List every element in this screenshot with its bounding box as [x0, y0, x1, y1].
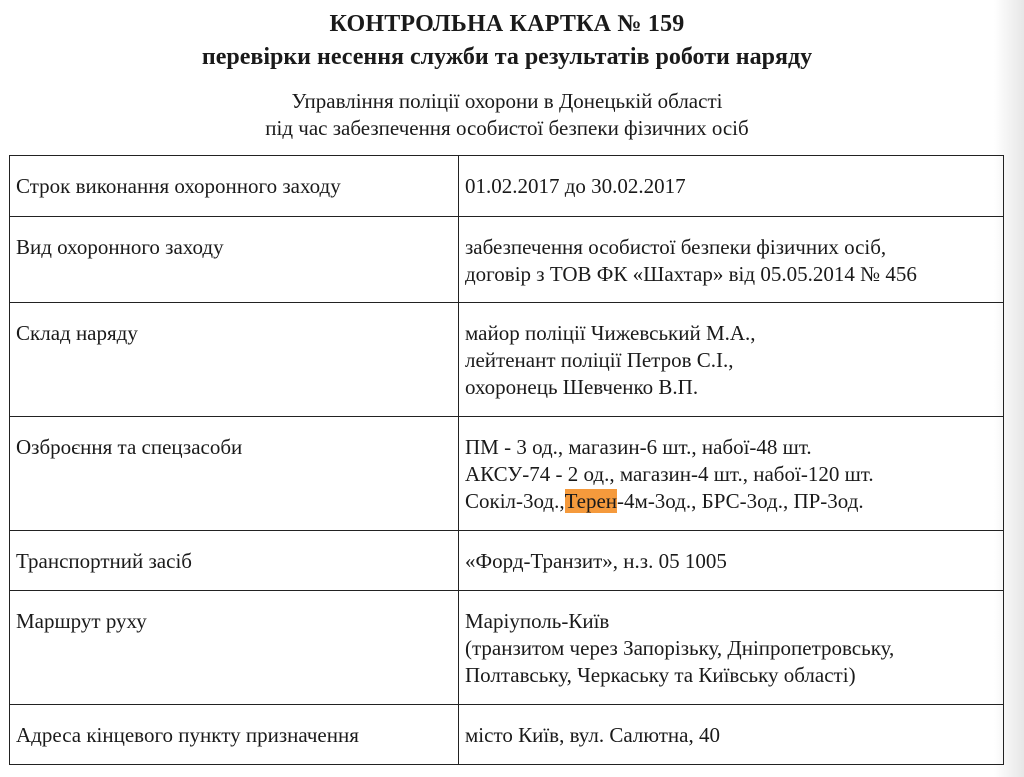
table-row: [10, 303, 1004, 417]
table-row: [10, 217, 1004, 303]
row-label-route: Маршрут руху: [10, 591, 459, 705]
search-highlight: Терен: [564, 489, 618, 513]
value-line: «Форд-Транзит», н.з. 05 1005: [465, 549, 727, 573]
value-line: майор поліції Чижевський М.А.,: [465, 321, 756, 345]
row-value-squad: [459, 303, 1004, 417]
value-text-after: -4м-3од., БРС-3од., ПР-3од.: [617, 489, 864, 513]
value-line: договір з ТОВ ФК «Шахтар» від 05.05.2014 № 456: [465, 262, 917, 286]
row-label-type: Вид охоронного заходу: [10, 217, 459, 303]
value-line: 01.02.2017 до 30.02.2017: [465, 174, 686, 198]
row-value-destination: [459, 705, 1004, 765]
control-card-table: [9, 155, 1004, 765]
value-text-before: Сокіл-3од.,: [465, 489, 565, 513]
value-line: ПМ - 3 од., магазин-6 шт., набої-48 шт.: [465, 435, 812, 459]
row-label-weapons: Озброєння та спецзасоби: [10, 417, 459, 531]
value-line: охоронець Шевченко В.П.: [465, 375, 699, 399]
row-value-route: [459, 591, 1004, 705]
organization-name: Управління поліції охорони в Донецькій області: [291, 89, 723, 113]
row-label-vehicle: Транспортний засіб: [10, 531, 459, 591]
row-value-term: [459, 156, 1004, 217]
value-line: АКСУ-74 - 2 од., магазин-4 шт., набої-120 шт.: [465, 462, 874, 486]
table-row: [10, 705, 1004, 765]
value-line: Полтавську, Черкаську та Київську області): [465, 663, 856, 687]
row-value-weapons: [459, 417, 1004, 531]
card-title: КОНТРОЛЬНА КАРТКА № 159: [329, 11, 685, 37]
value-line: Маріуполь-Київ: [465, 609, 610, 633]
assignment-purpose: під час забезпечення особистої безпеки фізичних осіб: [265, 116, 749, 140]
table-row: [10, 591, 1004, 705]
row-label-destination: Адреса кінцевого пункту призначення: [10, 705, 459, 765]
row-value-vehicle: [459, 531, 1004, 591]
value-line: лейтенант поліції Петров С.І.,: [465, 348, 734, 372]
card-subtitle: перевірки несення служби та результатів роботи наряду: [201, 44, 813, 70]
value-line: (транзитом через Запорізьку, Дніпропетровську,: [465, 636, 895, 660]
table-row: [10, 156, 1004, 217]
value-line: місто Київ, вул. Салютна, 40: [465, 723, 720, 747]
table-row: [10, 417, 1004, 531]
value-line: забезпечення особистої безпеки фізичних осіб,: [465, 235, 887, 259]
row-value-type: [459, 217, 1004, 303]
row-label-squad: Склад наряду: [10, 303, 459, 417]
value-line: [465, 488, 997, 515]
row-label-term: Строк виконання охоронного заходу: [10, 156, 459, 217]
table-row: [10, 531, 1004, 591]
